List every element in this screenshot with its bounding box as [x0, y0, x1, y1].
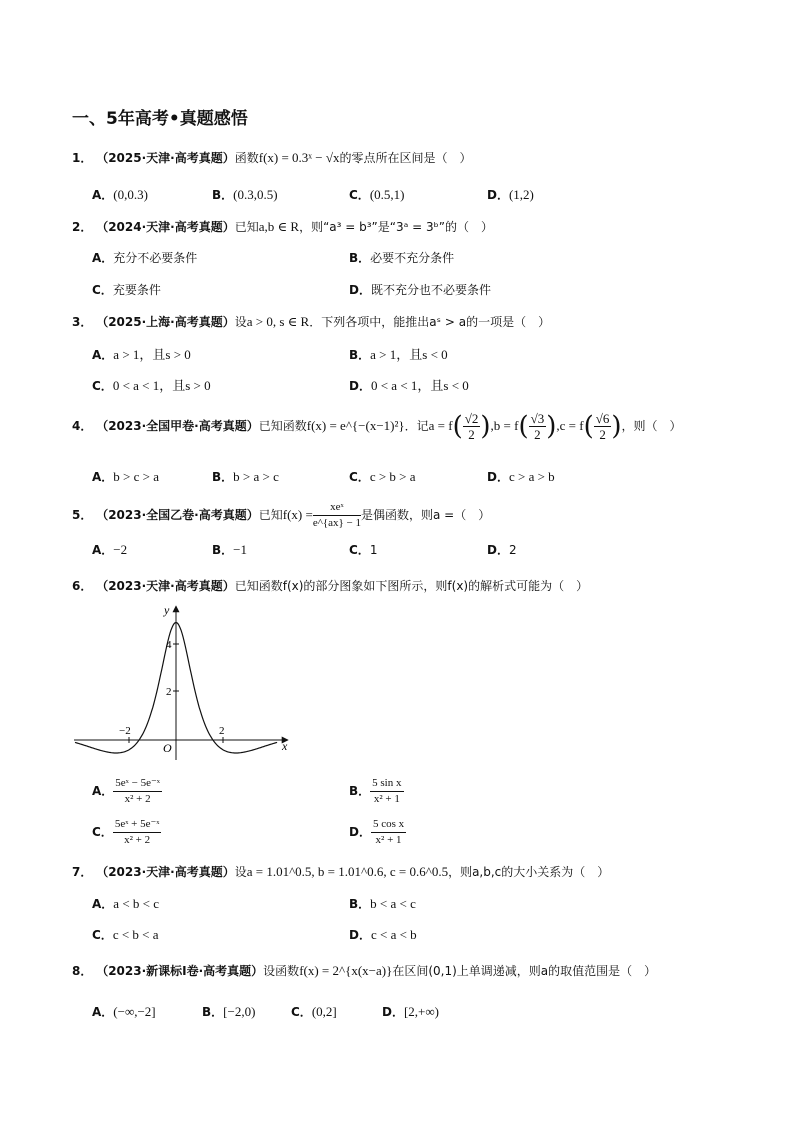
- function-graph: [72, 602, 292, 762]
- option-text: 1: [369, 543, 378, 557]
- option-letter: D．: [349, 928, 371, 942]
- option-b[interactable]: [349, 776, 404, 807]
- option-letter: A．: [92, 897, 114, 911]
- option-letter: D．: [487, 470, 509, 484]
- question-stem: 已知函数: [258, 419, 307, 433]
- option-letter: B．: [349, 251, 371, 265]
- tick-label-2y: 2: [166, 686, 172, 698]
- question-expression: f(x) = e^{−(x−1)²}: [306, 418, 405, 433]
- option-text: (−∞,−2]: [113, 1004, 156, 1019]
- question-number: 1．: [72, 151, 93, 165]
- question-source: （2023·新课标Ⅰ卷·高考真题）: [96, 964, 264, 978]
- option-letter: C．: [92, 825, 113, 839]
- option-text: c < b < a: [112, 927, 159, 942]
- option-b[interactable]: [212, 541, 247, 558]
- option-text: a < b < c: [113, 896, 159, 911]
- question-8: [72, 962, 656, 979]
- question-source: （2025·天津·高考真题）: [96, 151, 235, 165]
- option-letter: C．: [291, 1005, 312, 1019]
- option-letter: D．: [382, 1005, 404, 1019]
- tick-label-neg2: −2: [119, 725, 131, 737]
- option-letter: B．: [202, 1005, 224, 1019]
- question-stem: 设: [234, 865, 247, 879]
- option-d[interactable]: [349, 926, 417, 943]
- origin-label: O: [163, 741, 172, 755]
- option-letter: A．: [92, 470, 114, 484]
- option-text: 0 < a < 1，且s > 0: [112, 378, 211, 393]
- option-letter: A．: [92, 1005, 114, 1019]
- question-1: [72, 149, 472, 166]
- tick-label-4: 4: [166, 639, 172, 651]
- option-text: (0,0.3): [113, 187, 148, 202]
- option-letter: D．: [487, 188, 509, 202]
- option-b[interactable]: [349, 895, 416, 912]
- question-expression-lhs: f(x) =: [282, 507, 313, 522]
- question-expression: a > 0, s ∈ R: [246, 314, 310, 329]
- def-a: a = f: [428, 418, 453, 433]
- question-stem: 已知函数f(x)的部分图象如下图所示，则f(x)的解析式可能为（ ）: [234, 579, 589, 593]
- question-expression: f(x) = 0.3ˣ − √x: [258, 150, 340, 165]
- question-stem-tail: ，则（ ）: [621, 419, 682, 433]
- option-text: a > 1，且s > 0: [113, 347, 191, 362]
- question-expression: f(x) = 2^{x(x−a)}: [299, 963, 393, 978]
- question-stem: 设: [234, 315, 247, 329]
- option-text: (1,2): [508, 187, 534, 202]
- option-letter: A．: [92, 543, 114, 557]
- question-number: 6．: [72, 579, 93, 593]
- question-stem-tail: 是偶函数，则a =（ ）: [361, 508, 491, 522]
- option-text: 2: [508, 543, 517, 557]
- question-number: 8．: [72, 964, 93, 978]
- option-d[interactable]: [349, 281, 491, 298]
- option-letter: C．: [349, 188, 370, 202]
- tick-label-2x: 2: [219, 725, 225, 737]
- option-letter: D．: [349, 283, 371, 297]
- option-text: −2: [113, 542, 128, 557]
- option-letter: A．: [92, 348, 114, 362]
- question-stem: 已知: [234, 220, 259, 234]
- option-text: b < a < c: [370, 896, 416, 911]
- question-number: 3．: [72, 315, 93, 329]
- option-d[interactable]: [487, 186, 534, 203]
- option-a[interactable]: [92, 249, 197, 266]
- option-text: 必要不充分条件: [370, 251, 455, 265]
- y-axis-label: y: [164, 603, 170, 617]
- question-stem-mid: ．记: [404, 419, 429, 433]
- option-letter: B．: [349, 348, 371, 362]
- option-text: (0,2]: [311, 1004, 337, 1019]
- question-stem-tail: 的零点所在区间是（ ）: [339, 151, 472, 165]
- option-text: −1: [233, 542, 247, 557]
- option-d[interactable]: [382, 1003, 439, 1020]
- question-number: 4．: [72, 419, 93, 433]
- question-stem-tail: ，则“a³ = b³”是“3ᵃ = 3ᵇ”的（ ）: [299, 220, 493, 234]
- option-letter: D．: [349, 825, 371, 839]
- question-expression: a,b ∈ R: [258, 219, 300, 234]
- question-source: （2023·天津·高考真题）: [96, 579, 235, 593]
- option-fraction: $\frac{\text{5eˣ − 5e⁻ˣ}}{\text{x² + 2}}$: [115, 777, 160, 805]
- question-stem: 设函数: [263, 964, 300, 978]
- option-a[interactable]: [92, 541, 127, 558]
- question-source: （2025·上海·高考真题）: [96, 315, 235, 329]
- question-stem-tail: ．下列各项中，能推出aˢ > a的一项是（ ）: [309, 315, 551, 329]
- option-text: c > b > a: [369, 469, 416, 484]
- option-fraction: $\frac{\text{5 sin x}}{\text{x² + 1}}$: [372, 777, 402, 805]
- question-source: （2024·天津·高考真题）: [96, 220, 235, 234]
- question-4: 4． （2023·全国甲卷·高考真题）已知函数f(x) = e^{−(x−1)²}．记a = f( $\frac{√2}{2}$ ),b = f( $\frac{√3}{2}$ ),c = f( $\frac{√6}{2}$ )，则（ ）: [72, 411, 682, 442]
- option-b[interactable]: [212, 186, 278, 203]
- option-a[interactable]: [92, 895, 159, 912]
- option-text: 0 < a < 1，且s < 0: [370, 378, 469, 393]
- option-text: c > a > b: [508, 469, 555, 484]
- option-c[interactable]: [349, 186, 404, 203]
- question-source: （2023·全国甲卷·高考真题）: [96, 419, 259, 433]
- option-letter: B．: [212, 188, 234, 202]
- x-axis-label: x: [282, 739, 288, 753]
- option-d[interactable]: [487, 468, 555, 485]
- option-text: (0.5,1): [369, 187, 405, 202]
- def-b: b = f: [493, 418, 519, 433]
- option-letter: C．: [92, 928, 113, 942]
- option-text: a > 1，且s < 0: [370, 347, 448, 362]
- option-letter: B．: [212, 543, 234, 557]
- option-letter: A．: [92, 251, 114, 265]
- option-letter: D．: [487, 543, 509, 557]
- option-d[interactable]: [487, 541, 517, 558]
- option-a[interactable]: [92, 344, 191, 363]
- question-stem-tail: 在区间(0,1)上单调递减，则a的取值范围是（ ）: [392, 964, 657, 978]
- option-letter: A．: [92, 784, 114, 798]
- option-letter: D．: [349, 379, 371, 393]
- question-3: [72, 313, 550, 330]
- option-letter: B．: [349, 784, 371, 798]
- option-letter: C．: [349, 470, 370, 484]
- option-a[interactable]: [92, 186, 148, 203]
- question-2: [72, 218, 493, 235]
- question-stem: 函数: [234, 151, 259, 165]
- question-source: （2023·全国乙卷·高考真题）: [96, 508, 259, 522]
- option-c[interactable]: [92, 817, 161, 848]
- question-source: （2023·天津·高考真题）: [96, 865, 235, 879]
- option-letter: C．: [349, 543, 370, 557]
- question-7: [72, 863, 609, 880]
- option-d[interactable]: [349, 817, 406, 848]
- option-text: 充要条件: [112, 283, 161, 297]
- option-fraction: $\frac{\text{5 cos x}}{\text{x² + 1}}$: [372, 818, 405, 846]
- option-text: 既不充分也不必要条件: [370, 283, 491, 297]
- question-number: 5．: [72, 508, 93, 522]
- question-stem: 已知: [258, 508, 283, 522]
- option-b[interactable]: [202, 1003, 255, 1020]
- option-letter: B．: [212, 470, 234, 484]
- question-5: [72, 500, 490, 531]
- option-letter: C．: [92, 379, 113, 393]
- option-c[interactable]: [349, 541, 377, 558]
- question-expression: a = 1.01^0.5, b = 1.01^0.6, c = 0.6^0.5: [246, 864, 449, 879]
- def-c: c = f: [559, 418, 584, 433]
- option-b[interactable]: [349, 249, 454, 266]
- option-c[interactable]: [92, 281, 161, 298]
- fraction-a: $\frac{√2}{2}$: [464, 411, 479, 442]
- option-text: 充分不必要条件: [113, 251, 198, 265]
- option-text: b > c > a: [113, 469, 159, 484]
- option-a[interactable]: [92, 1003, 156, 1020]
- option-text: b > a > c: [233, 469, 279, 484]
- section-title: 一、5年高考•真题感悟: [72, 109, 248, 129]
- option-c[interactable]: [92, 926, 159, 943]
- option-a[interactable]: [92, 468, 159, 485]
- option-a[interactable]: [92, 776, 162, 807]
- option-letter: B．: [349, 897, 371, 911]
- option-text: c < a < b: [370, 927, 417, 942]
- fraction-c: $\frac{√6}{2}$: [595, 411, 610, 442]
- question-fraction: $\frac{\text{xeˣ}}{e\^{}\{ax\} - 1}$: [312, 501, 362, 529]
- option-text: (0.3,0.5): [233, 187, 278, 202]
- option-c[interactable]: [349, 468, 416, 485]
- question-number: 7．: [72, 865, 93, 879]
- option-text: [2,+∞): [403, 1004, 439, 1019]
- question-number: 2．: [72, 220, 93, 234]
- question-6: [72, 577, 588, 594]
- option-letter: A．: [92, 188, 114, 202]
- option-d[interactable]: [349, 375, 469, 394]
- option-b[interactable]: [212, 468, 279, 485]
- option-c[interactable]: [92, 375, 211, 394]
- question-stem-tail: ，则a,b,c的大小关系为（ ）: [448, 865, 610, 879]
- option-fraction: $\frac{\text{5eˣ + 5e⁻ˣ}}{\text{x² + 2}}$: [114, 818, 160, 846]
- option-text: [−2,0): [223, 1004, 256, 1019]
- option-b[interactable]: [349, 344, 448, 363]
- option-letter: C．: [92, 283, 113, 297]
- fraction-b: $\frac{√3}{2}$: [530, 411, 545, 442]
- option-c[interactable]: [291, 1003, 337, 1020]
